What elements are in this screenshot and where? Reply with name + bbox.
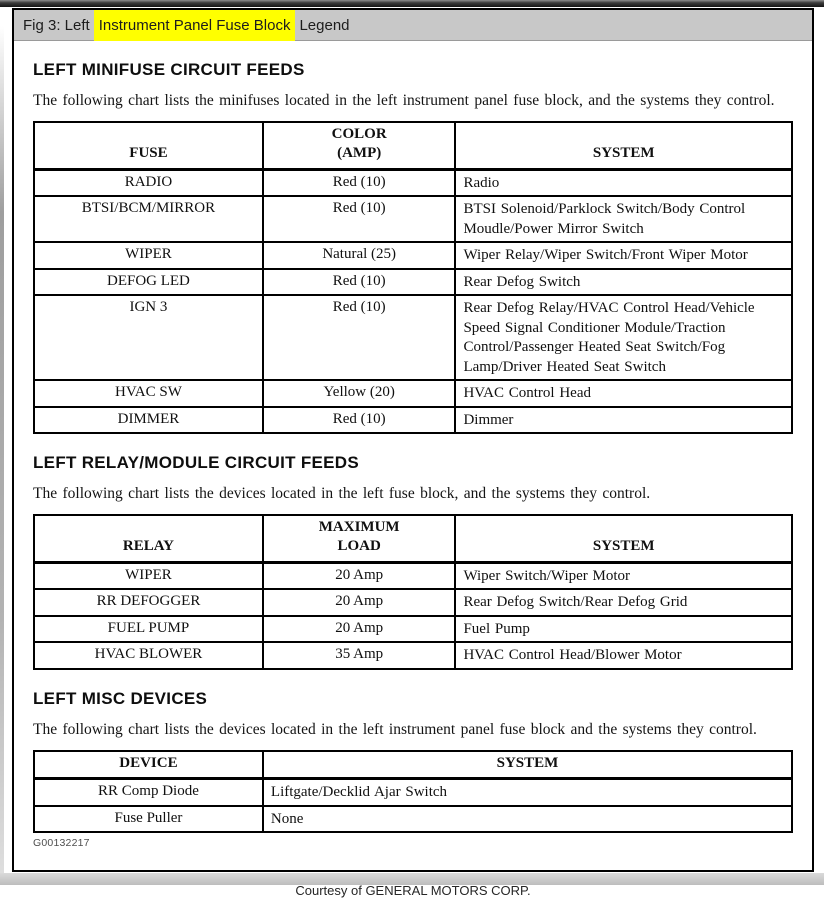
device-cell: Fuse Puller <box>34 806 263 833</box>
col-header-color-line1: COLOR <box>331 126 387 142</box>
color-cell: Yellow (20) <box>263 380 456 407</box>
table-row <box>34 380 792 407</box>
figure-caption-bar <box>14 10 812 41</box>
caption-suffix: Legend <box>299 16 350 34</box>
left-shadow-strip <box>0 26 4 874</box>
system-cell: HVAC Control Head <box>455 380 792 407</box>
system-cell: Radio <box>455 169 792 196</box>
col-header-relay: RELAY <box>34 515 263 562</box>
system-cell: BTSI Solenoid/Parklock Switch/Body Control Moudle/Power Mirror Switch <box>455 196 792 242</box>
system-cell: Liftgate/Decklid Ajar Switch <box>263 779 792 806</box>
figure-id: G00132217 <box>33 837 90 850</box>
fuse-cell: IGN 3 <box>34 295 263 380</box>
color-cell: Natural (25) <box>263 242 456 269</box>
col-header-system: SYSTEM <box>263 751 792 779</box>
section-description-minifuse: The following chart lists the minifuses located in the left instrument panel fuse block, and the systems they control. <box>33 92 775 109</box>
fuse-cell: DEFOG LED <box>34 269 263 296</box>
section-heading-misc: LEFT MISC DEVICES <box>33 688 208 708</box>
col-header-load-line2: LOAD <box>337 537 381 554</box>
relay-cell: HVAC BLOWER <box>34 642 263 669</box>
table-row <box>34 562 792 589</box>
system-cell: Rear Defog Switch <box>455 269 792 296</box>
top-border-strip <box>0 0 824 7</box>
load-cell: 20 Amp <box>263 589 456 616</box>
section-description-relay: The following chart lists the devices located in the left fuse block, and the systems they control. <box>33 485 651 502</box>
table-row <box>34 295 792 380</box>
table-row <box>34 779 792 806</box>
table-row <box>34 407 792 434</box>
table-row <box>34 242 792 269</box>
misc-table <box>33 750 793 834</box>
table-row <box>34 196 792 242</box>
relay-cell: WIPER <box>34 562 263 589</box>
table-row <box>34 806 792 833</box>
load-cell: 35 Amp <box>263 642 456 669</box>
fuse-cell: RADIO <box>34 169 263 196</box>
col-header-color-amp <box>263 122 456 169</box>
system-cell: Wiper Switch/Wiper Motor <box>455 562 792 589</box>
courtesy-line: Courtesy of GENERAL MOTORS CORP. <box>295 883 531 898</box>
table-row <box>34 589 792 616</box>
fuse-cell: WIPER <box>34 242 263 269</box>
table-row <box>34 269 792 296</box>
table-row <box>34 616 792 643</box>
col-header-load-line1: MAXIMUM <box>318 519 400 535</box>
figure-frame <box>12 8 814 898</box>
col-header-fuse: FUSE <box>34 122 263 169</box>
color-cell: Red (10) <box>263 269 456 296</box>
system-cell: Fuel Pump <box>455 616 792 643</box>
table-header-row <box>34 751 792 779</box>
fuse-cell: DIMMER <box>34 407 263 434</box>
section-heading-relay: LEFT RELAY/MODULE CIRCUIT FEEDS <box>33 453 360 472</box>
table-header-row <box>34 515 792 562</box>
col-header-maximum-load <box>263 515 456 562</box>
relay-cell: FUEL PUMP <box>34 616 263 643</box>
system-cell: Wiper Relay/Wiper Switch/Front Wiper Motor <box>455 242 792 269</box>
load-cell: 20 Amp <box>263 562 456 589</box>
table-row <box>34 642 792 669</box>
caption-highlight: Instrument Panel Fuse Block <box>94 10 296 41</box>
table-row <box>34 169 792 196</box>
col-header-color-line2: (AMP) <box>337 144 382 161</box>
system-cell: Rear Defog Switch/Rear Defog Grid <box>455 589 792 616</box>
color-cell: Red (10) <box>263 407 456 434</box>
col-header-device: DEVICE <box>34 751 263 779</box>
color-cell: Red (10) <box>263 169 456 196</box>
load-cell: 20 Amp <box>263 616 456 643</box>
col-header-system: SYSTEM <box>455 122 792 169</box>
caption-prefix: Fig 3: Left <box>23 16 90 34</box>
fuse-cell: HVAC SW <box>34 380 263 407</box>
fuse-cell: BTSI/BCM/MIRROR <box>34 196 263 242</box>
col-header-system: SYSTEM <box>455 515 792 562</box>
system-cell: Rear Defog Relay/HVAC Control Head/Vehicle Speed Signal Conditioner Module/Traction Control/Passenger Heated Seat Switch/Fog Lamp/Driver Heated Seat Switch <box>455 295 792 380</box>
system-cell: Dimmer <box>455 407 792 434</box>
relay-table <box>33 514 793 670</box>
system-cell: None <box>263 806 792 833</box>
device-cell: RR Comp Diode <box>34 779 263 806</box>
section-description-misc: The following chart lists the devices located in the left instrument panel fuse block and the systems they control. <box>33 720 757 738</box>
color-cell: Red (10) <box>263 295 456 380</box>
relay-cell: RR DEFOGGER <box>34 589 263 616</box>
system-cell: HVAC Control Head/Blower Motor <box>455 642 792 669</box>
section-heading-minifuse: LEFT MINIFUSE CIRCUIT FEEDS <box>33 60 305 79</box>
minifuse-table <box>33 121 793 434</box>
figure-content <box>14 60 812 898</box>
table-header-row <box>34 122 792 169</box>
color-cell: Red (10) <box>263 196 456 242</box>
